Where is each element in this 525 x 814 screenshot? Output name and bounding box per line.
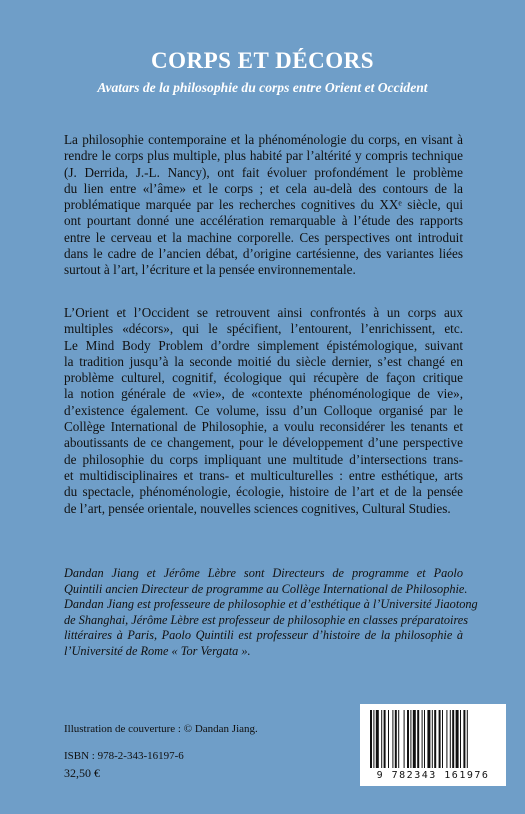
paragraph-1-line: problématique marquée par les recherches cognitives du XXᵉ siècle, qui [64, 197, 463, 213]
book-subtitle: Avatars de la philosophie du corps entre Orient et Occident [97, 80, 428, 95]
paragraph-2-line: de l’art, pensée orientale, nouvelles sciences cognitives, Cultural Studies. [64, 500, 451, 516]
paragraph-2-line: Le Mind Body Problem d’ordre simplement épistémologique, suivant [64, 337, 463, 353]
paragraph-1-line: du lien entre «l’âme» et le corps ; et cela au-delà des contours de la [64, 180, 463, 196]
paragraph-2-line: et multidisciplinaires et trans- et multiculturelles : entre esthétique, arts [64, 467, 463, 483]
paragraph-1-line: surtout à l’art, l’écriture et la pensée environnementale. [64, 262, 356, 278]
paragraph-1-line: rendre le corps plus multiple, plus habité par l’altérité y compris technique [64, 148, 463, 164]
paragraph-2-line: d’existence également. Ce volume, issu d’un Colloque organisé par le [64, 402, 463, 418]
paragraph-1-line: ont pourtant donné une accélération remarquable à l’étude des rapports [64, 213, 463, 229]
cover-credit: Illustration de couverture : © Dandan Jiang. [64, 723, 258, 735]
barcode [360, 704, 506, 786]
book-title: CORPS ET DÉCORS [150, 48, 375, 73]
authors-bio [64, 566, 478, 659]
paragraph-2-line: L’Orient et l’Occident se retrouvent ainsi confrontés à un corps aux [64, 305, 463, 320]
paragraph-2-line: la tradition jusqu’à la seconde moitié du siècle dernier, s’est changé en [64, 353, 463, 369]
bio-line: de Shanghai, Jérôme Lèbre est professeur de philosophie en classes préparatoires [64, 612, 469, 627]
bio-line: Dandan Jiang et Jérôme Lèbre sont Directeurs de programme et Paolo [64, 566, 463, 580]
paragraph-2-line: Collège International de Philosophie, a voulu reconsidérer les tenants et [64, 419, 463, 435]
paragraph-2-line: aboutissants de ce changement, pour le développement d’une perspective [64, 435, 463, 451]
paragraph-1-line: dans le cadre de l’ancien débat, d’origine cartésienne, des variantes liées [64, 246, 463, 262]
bio-line: l’Université de Rome « Tor Vergata ». [64, 643, 251, 658]
paragraph-1-line: entre le cerveau et la machine corporelle. Ces perspectives ont introduit [64, 229, 463, 245]
price: 32,50 € [64, 766, 100, 780]
bio-line: Dandan Jiang est professeure de philosophie et d’esthétique à l’Université Jiaotong [64, 597, 478, 611]
bio-line: Quintili ancien Directeur de programme au Collège International de Philosophie. [64, 581, 468, 596]
paragraph-2-line: de philosophie du corps impliquant une multitude d’intersections trans- [64, 451, 463, 467]
paragraph-2-line: problème culturel, cognitif, écologique qui récupère de façon critique [64, 370, 463, 386]
paragraph-2-line: multiples «décors», qui le spécifient, l’entourent, l’enrichissent, etc. [64, 321, 463, 337]
paragraph-2 [64, 305, 463, 517]
barcode-bars [368, 710, 498, 770]
isbn: ISBN : 978-2-343-16197-6 [64, 750, 184, 762]
paragraph-2-line: du spectacle, phénoménologie, écologie, histoire de l’art et de la pensée [64, 484, 463, 500]
paragraph-1-line: La philosophie contemporaine et la phénoménologie du corps, en visant à [64, 132, 463, 147]
paragraph-1-line: (J. Derrida, J.-L. Nancy), ont fait évoluer profondément le problème [64, 164, 463, 180]
barcode-digits: 9 782343 161976 [376, 770, 490, 781]
bio-line: littéraires à Paris, Paolo Quintili est professeur d’histoire de la philosophie à [64, 628, 463, 642]
paragraph-1 [64, 132, 463, 279]
paragraph-2-line: la notion générale de «vie», de «contexte phénoménologique de vie», [64, 386, 463, 402]
